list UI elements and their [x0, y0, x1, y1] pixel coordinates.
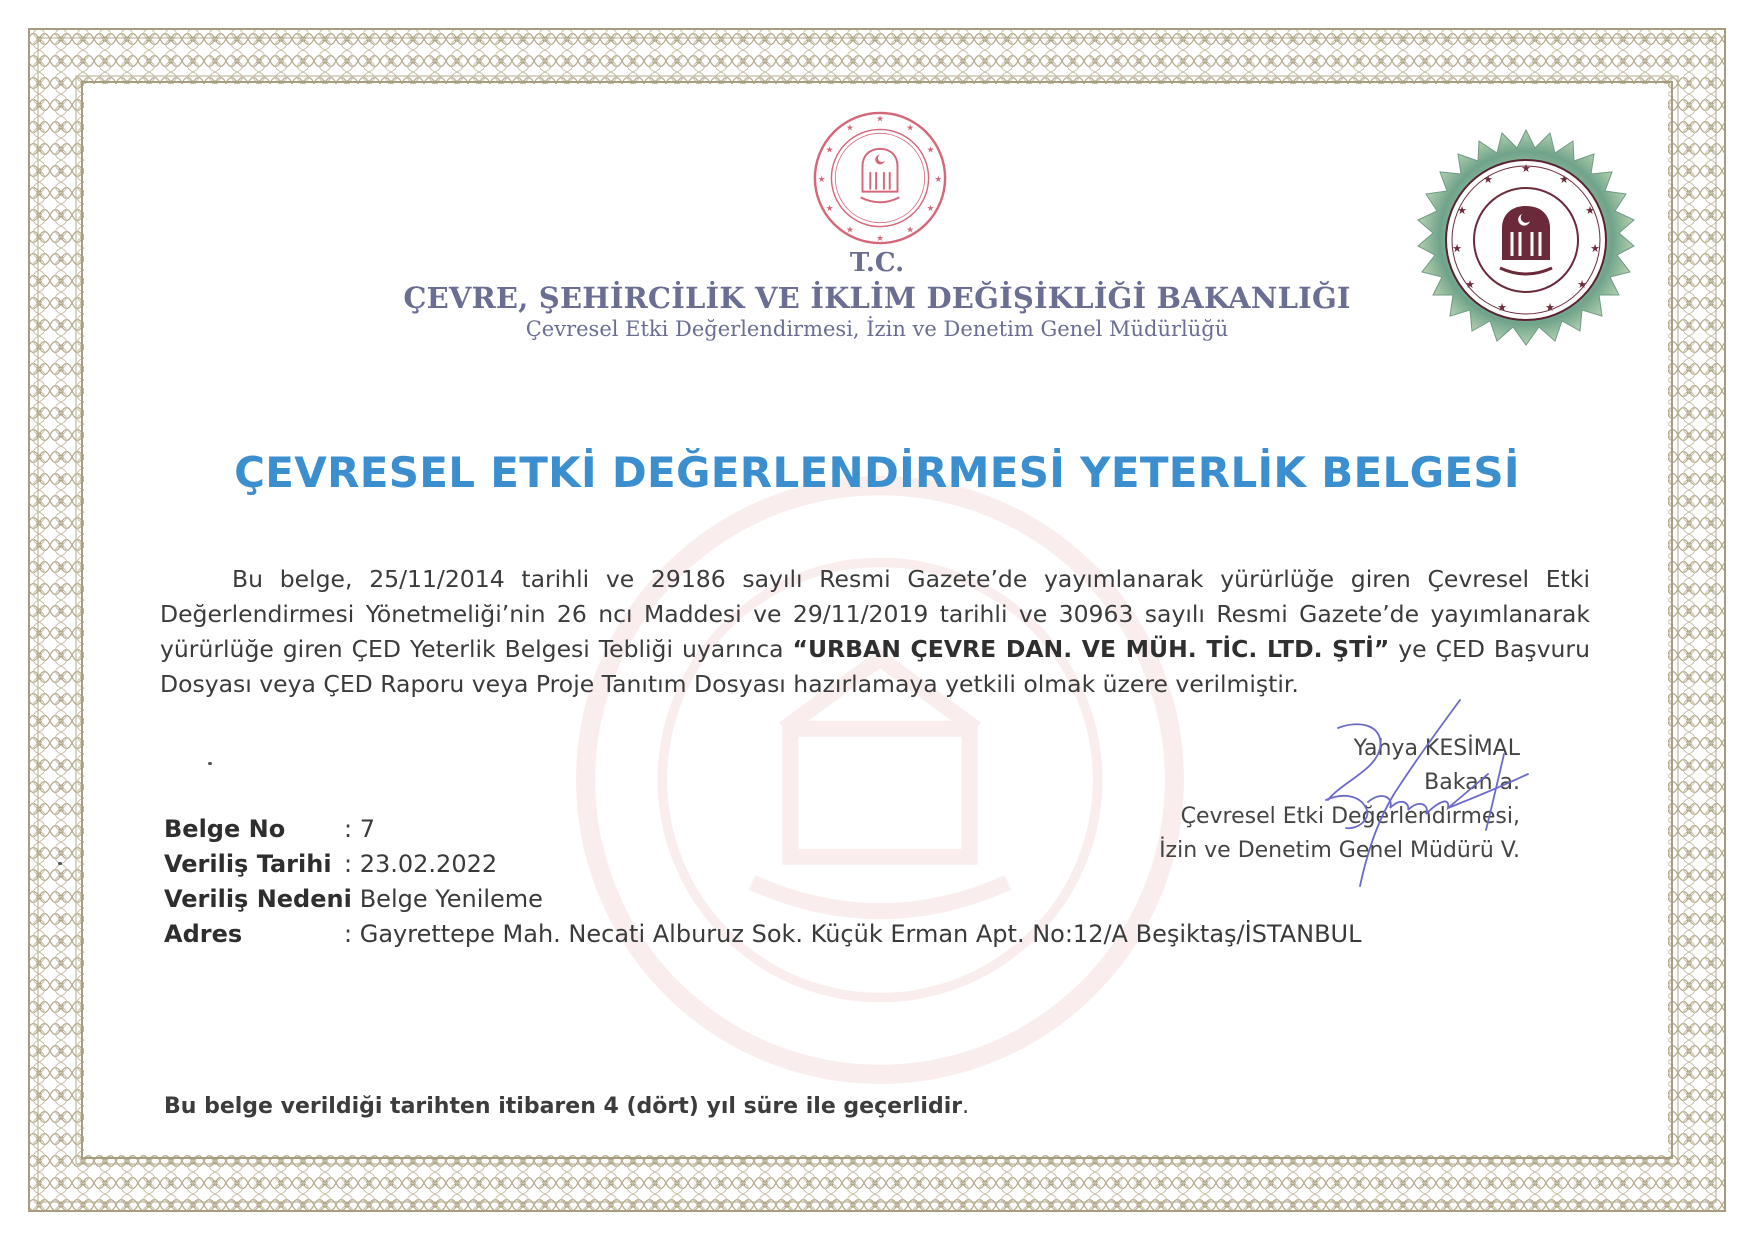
signatory-line-2: Bakan a. [1424, 770, 1520, 795]
signatory-line-3: Çevresel Etki Değerlendirmesi, [1180, 804, 1520, 829]
ministry-name: ÇEVRE, ŞEHİRCİLİK VE İKLİM DEĞİŞİKLİĞİ BAKANLIĞI [403, 281, 1351, 315]
field-row-belge-no [164, 812, 1362, 847]
directorate-name: Çevresel Etki Değerlendirmesi, İzin ve Denetim Genel Müdürlüğü [525, 317, 1229, 341]
svg-text:★: ★ [1585, 204, 1595, 217]
validity-text: Bu belge verildiği tarihten itibaren 4 (dört) yıl süre ile geçerlidir [164, 1094, 963, 1119]
field-row-adres [164, 917, 1362, 952]
svg-text:★: ★ [1483, 173, 1493, 186]
field-value: : 7 [344, 815, 375, 843]
svg-text:★: ★ [876, 114, 884, 125]
certificate-title: ÇEVRESEL ETKİ DEĞERLENDİRMESİ YETERLİK BELGESİ [234, 448, 1520, 497]
field-value: : Belge Yenileme [344, 885, 543, 913]
svg-text:★: ★ [1577, 278, 1587, 291]
statement-text-before: Bu belge, 25/11/2014 tarihli ve 29186 sayılı Resmi Gazete’de yayımlanarak yürürlüğe giren Çevresel Etki Değerlendirmesi Yönetmeliği’nin 26 ncı Maddesi ve 29/11/2019 tarihli ve 30963 sayılı Resmi Gazete’de yayımlanarak yürürlüğe giren ÇED Yeterlik Belgesi Tebliği uyarınca [160, 565, 1590, 663]
signatory-line-4: İzin ve Denetim Genel Müdürü V. [1159, 838, 1520, 863]
svg-text:★: ★ [1465, 278, 1475, 291]
field-row-verilis-tarihi [164, 847, 1362, 882]
svg-text:★: ★ [845, 123, 854, 134]
company-name: “URBAN ÇEVRE DAN. VE MÜH. TİC. LTD. ŞTİ” [792, 635, 1390, 663]
svg-text:★: ★ [926, 145, 935, 156]
field-label: Veriliş Nedeni [164, 885, 352, 913]
svg-text:★: ★ [1559, 173, 1569, 186]
svg-text:★: ★ [934, 174, 943, 185]
field-value: : 23.02.2022 [344, 850, 498, 878]
svg-text:★: ★ [876, 234, 884, 245]
ministry-logo-icon [812, 110, 948, 246]
svg-text:★: ★ [1497, 301, 1507, 314]
svg-text:★: ★ [1590, 242, 1600, 255]
svg-text:★: ★ [1457, 204, 1467, 217]
field-label: Belge No [164, 815, 286, 843]
validity-end: . [962, 1094, 970, 1119]
svg-text:★: ★ [825, 145, 834, 156]
svg-text:★: ★ [906, 225, 915, 236]
field-label: Adres [164, 920, 243, 948]
svg-text:★: ★ [906, 123, 915, 134]
svg-text:★: ★ [845, 225, 854, 236]
field-value: : Gayrettepe Mah. Necati Alburuz Sok. Küçük Erman Apt. No:12/A Beşiktaş/İSTANBUL [344, 920, 1362, 948]
watermark-emblem-icon [560, 460, 1200, 1100]
svg-text:★: ★ [1521, 162, 1531, 175]
field-label: Veriliş Tarihi [164, 850, 332, 878]
certificate-details [164, 812, 1362, 952]
scan-speck [208, 762, 212, 765]
tc-heading: T.C. [849, 248, 905, 278]
statement-text-after: ye ÇED Başvuru Dosyası veya ÇED Raporu veya Proje Tanıtım Dosyası hazırlamaya yetkili olmak üzere verilmiştir. [160, 635, 1590, 698]
validity-note [164, 1094, 969, 1119]
scan-speck [58, 862, 62, 865]
certificate-statement [160, 562, 1590, 702]
svg-text:★: ★ [817, 174, 826, 185]
svg-text:★: ★ [926, 204, 935, 215]
field-row-verilis-nedeni [164, 882, 1362, 917]
svg-text:★: ★ [825, 204, 834, 215]
signatory-name: Yahya KESİMAL [1353, 736, 1520, 761]
svg-text:★: ★ [1545, 301, 1555, 314]
svg-text:★: ★ [1452, 242, 1462, 255]
